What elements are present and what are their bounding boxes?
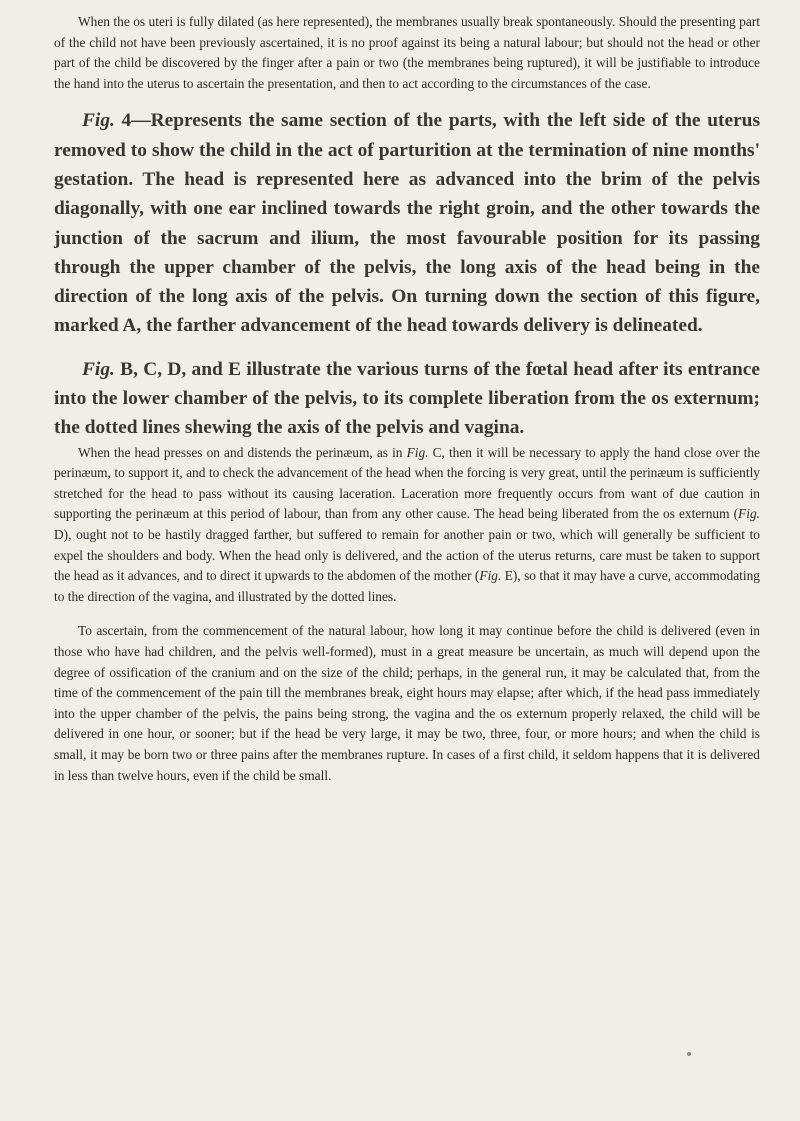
perinaeum-fig-e-label: Fig. — [479, 568, 502, 584]
figb-text: B, C, D, and E illustrate the various turns of the fœtal head after its entrance into the lower chamber of the pelvis, to its complete liberation from the os externum; the dotted lines shewing the axis of the pelvis and vagina. — [54, 358, 760, 439]
perinaeum-fig-c-label: Fig. — [406, 444, 429, 460]
intro-paragraph — [54, 12, 760, 94]
intro-text: When the os uteri is fully dilated (as here represented), the membranes usually break spontaneously. Should the presenting part of the child not have been previously ascertained, it is no proof against its being a natural labour; but should not the head or other part of the child be discovered by the finger after a pain or two (the membranes being ruptured), it will be justifiable to introduce the hand into the uterus to ascertain the presentation, and then to act according to the circumstances of the case. — [54, 14, 760, 91]
perinaeum-text-1: When the head presses on and distends the perinæum, as in — [78, 444, 407, 460]
fig4-label: Fig. — [82, 110, 115, 132]
duration-paragraph — [54, 621, 760, 786]
perinaeum-text-4: E), so that it may have a curve, accommodating to the direction of the vagina, and illustrated by the dotted lines. — [54, 568, 760, 604]
fig4-text: 4—Represents the same section of the parts, with the left side of the uterus removed to show the child in the act of parturition at the termination of nine months' gestation. The head is represented here as advanced into the brim of the pelvis diagonally, with one ear inclined towards the right groin, and the other towards the junction of the sacrum and ilium, the most favourable position for its passing through the upper chamber of the pelvis, the long axis of the head being in the direction of the long axis of the pelvis. On turning down the section of this figure, marked A, the farther advancement of the head towards delivery is delineated. — [54, 110, 760, 337]
perinaeum-text-2: C, then it will be necessary to apply the hand close over the perinæum, to support it, and to check the advancement of the head when the forcing is very great, until the perinæum is sufficiently stretched for the head to pass without its causing laceration. Laceration more frequently occurs from want of due caution in supporting the perinæum at this period of labour, than from any other cause. The head being liberated from the os externum ( — [54, 444, 760, 522]
page — [54, 12, 760, 786]
perinaeum-fig-d-label: Fig. — [738, 506, 760, 522]
perinaeum-text-3: D), ought not to be hastily dragged farther, but suffered to remain for another pain or two, which will generally be sufficient to expel the shoulders and body. When the head only is delivered, and the action of the uterus returns, care must be taken to support the head as it advances, and to direct it upwards to the abdomen of the mother ( — [54, 527, 760, 584]
duration-text: To ascertain, from the commencement of the natural labour, how long it may continue before the child is delivered (even in those who have had children, and the pelvis well-formed), must in a great measure be uncertain, as much will depend upon the degree of ossification of the cranium and on the size of the child; perhaps, in the general run, it may be calculated that, from the time of the commencement of the pain till the membranes break, eight hours may elapse; after which, if the head pass immediately into the upper chamber of the pelvis, the pains being strong, the vagina and the os externum properly relaxed, the child will be delivered in one hour, or sooner; but if the head be very large, it may be two, three, four, or more hours; and when the child is small, it may be born two or three pains after the membranes rupture. In cases of a first child, it seldom happens that it is delivered in less than twelve hours, even if the child be small. — [54, 623, 760, 783]
figb-paragraph — [54, 355, 760, 443]
fig4-paragraph — [54, 106, 760, 340]
figb-label: Fig. — [82, 358, 115, 380]
print-speck — [687, 1052, 691, 1056]
perinaeum-paragraph — [54, 443, 760, 608]
